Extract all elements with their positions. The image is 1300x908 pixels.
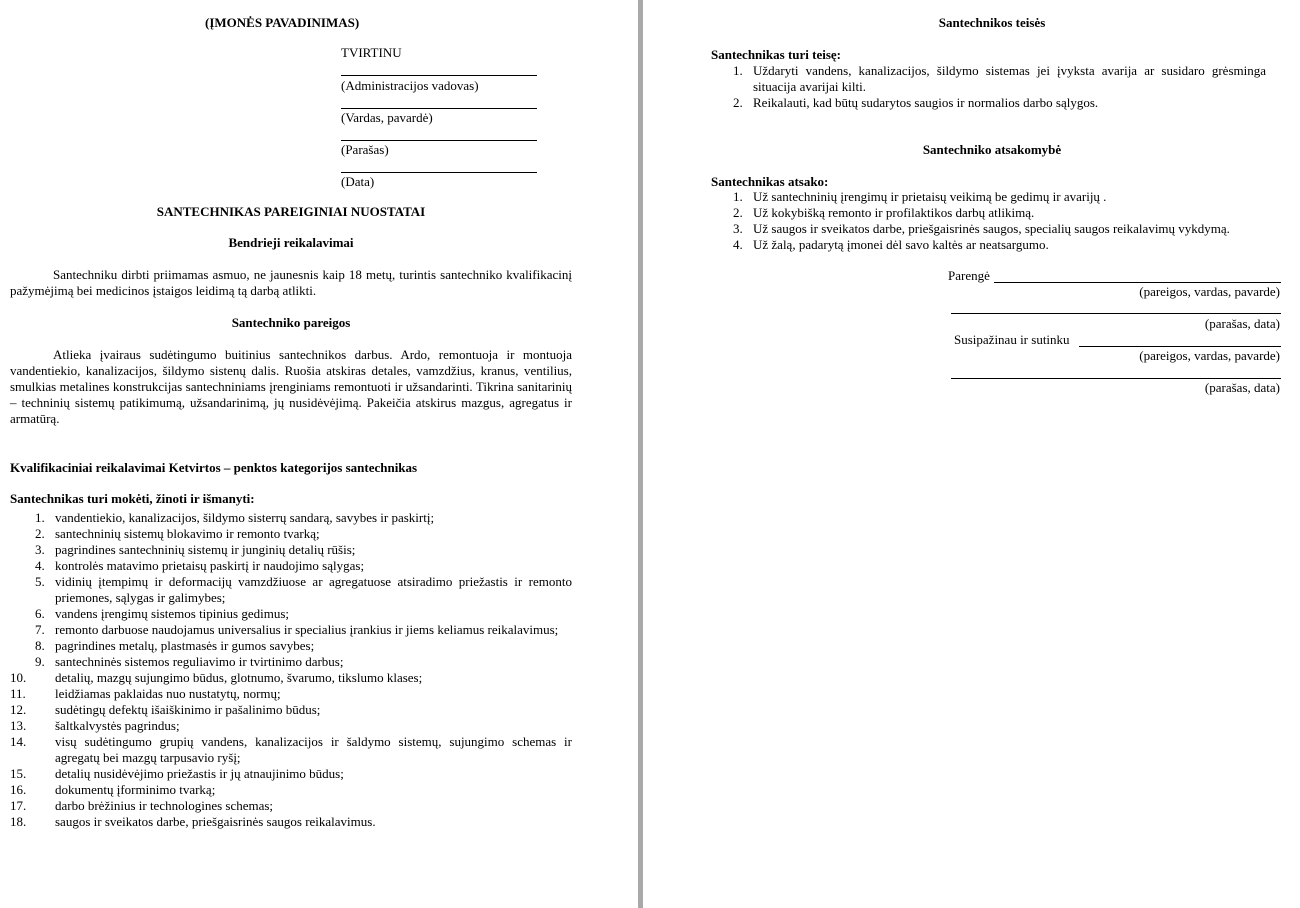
prepared-sign-line — [951, 313, 1281, 314]
list-item: 2. Reikalauti, kad būtų sudarytos saugios ir normalios darbo sąlygos. — [733, 95, 1099, 110]
rights-heading: Santechnikas turi teisę: — [711, 47, 841, 62]
signature-caption: (Parašas) — [341, 142, 389, 157]
ack-signdate-caption: (parašas, data) — [1204, 380, 1280, 395]
ack-sign-line — [951, 378, 1281, 379]
company-name: (ĮMONĖS PAVADINIMAS) — [205, 15, 360, 30]
list-item: 1. Už santechninių įrengimų ir prietaisų veikimą be gedimų ir avarijų . — [733, 189, 1107, 204]
general-paragraph: Santechniku dirbti priimamas asmuo, ne jaunesnis kaip 18 metų, turintis santechniko kvalifikacinį pažymėjimą bei medicinos įstaigos leidimą tą darbą atlikti. — [10, 267, 572, 298]
list-item: 8. pagrindines metalų, plastmasės ir gumos savybes; — [35, 638, 315, 653]
ack-position-caption: (pareigos, vardas, pavarde) — [1139, 348, 1280, 363]
list-item: 14. visų sudėtingumo grupių vandens, kanalizacijos ir šaldymo sistemų, sujungimo schemas ir agregatų bei mazgų tarpusavio ryšį; — [10, 734, 572, 765]
list-item: 7. remonto darbuose naudojamus universalius ir specialius įrankius ir jiems keliamus reikalavimus; — [35, 622, 559, 637]
acknowledged-label: Susipažinau ir sutinku — [954, 332, 1070, 347]
list-item: 16. dokumentų įforminimo tvarką; — [10, 782, 216, 797]
page-divider — [638, 0, 643, 908]
duties-paragraph: Atlieka įvairaus sudėtingumo buitinius santechnikos darbus. Ardo, remontuoja ir montuoja vandentiekio, kanalizacijos, šildymo sistenų dalis. Ruošia atskiras detales, vamzdžius, kranus, ventilius, smulkias metalines konstrukcijas santechniniams įrenginiams remontuoti ir užsandarinti. Tikrina sanitarinių – techninių sistemų patikimumą, užsandarinimą, jų nusidėvėjimą. Pakeičia atskirus mazgus, agregatus ir armatūrą. — [10, 347, 572, 426]
prepared-line — [994, 282, 1281, 283]
prepared-label: Parengė — [948, 268, 990, 283]
list-item: 10. detalių, mazgų sujungimo būdus, glotnumo, švarumo, tikslumo klases; — [10, 670, 423, 685]
responsibility-title: Santechniko atsakomybė — [922, 142, 1062, 157]
list-item: 13. šaltkalvystės pagrindus; — [10, 718, 180, 733]
admin-caption: (Administracijos vadovas) — [341, 78, 479, 93]
rights-list — [711, 63, 1266, 111]
list-item: 2. Už kokybišką remonto ir profilaktikos darbų atlikimą. — [733, 205, 1035, 220]
list-item: 3. pagrindines santechninių sistemų ir junginių detalių rūšis; — [35, 542, 356, 557]
list-item: 1. Uždaryti vandens, kanalizacijos, šildymo sistemas jei įvyksta avarija ar susidaro grėsminga situacija avarijai kilti. — [733, 63, 1266, 94]
date-line — [341, 172, 537, 173]
general-heading: Bendrieji reikalavimai — [228, 235, 354, 250]
admin-line — [341, 75, 537, 76]
duties-heading: Santechniko pareigos — [231, 315, 351, 330]
document-title: SANTECHNIKAS PAREIGINIAI NUOSTATAI — [156, 204, 426, 219]
list-item: 17. darbo brėžinius ir technologines schemas; — [10, 798, 274, 813]
acknowledged-line — [1079, 346, 1281, 347]
list-item: 9. santechninės sistemos reguliavimo ir tvirtinimo darbus; — [35, 654, 344, 669]
must-know-heading: Santechnikas turi mokėti, žinoti ir išmanyti: — [10, 491, 255, 506]
rights-title: Santechnikos teisės — [938, 15, 1046, 30]
list-item: 1. vandentiekio, kanalizacijos, šildymo sisterrų sandarą, savybes ir paskirtį; — [35, 510, 435, 525]
prepared-position-caption: (pareigos, vardas, pavarde) — [1139, 284, 1280, 299]
list-item: 4. kontrolės matavimo prietaisų paskirtį ir naudojimo sąlygas; — [35, 558, 365, 573]
approve-label: TVIRTINU — [341, 45, 402, 60]
qualification-heading: Kvalifikaciniai reikalavimai Ketvirtos – penktos kategorijos santechnikas — [10, 460, 418, 475]
list-item: 18. saugos ir sveikatos darbe, priešgaisrinės saugos reikalavimus. — [10, 814, 376, 829]
responsibility-list — [711, 189, 1266, 253]
name-line — [341, 108, 537, 109]
list-item: 5. vidinių įtempimų ir deformacijų vamzdžiuose ar agregatuose atsiradimo priežastis ir remonto priemones, sąlygas ir galimybes; — [35, 574, 572, 605]
list-item: 12. sudėtingų defektų išaiškinimo ir pašalinimo būdus; — [10, 702, 321, 717]
must-know-list — [10, 510, 572, 830]
list-item: 4. Už žalą, padarytą įmonei dėl savo kaltės ar neatsargumo. — [733, 237, 1049, 252]
responsibility-heading: Santechnikas atsako: — [711, 174, 829, 189]
name-caption: (Vardas, pavardė) — [341, 110, 433, 125]
list-item: 3. Už saugos ir sveikatos darbe, priešgaisrinės saugos, specialių saugos reikalavimų vykdymą. — [733, 221, 1230, 236]
list-item: 6. vandens įrengimų sistemos tipinius gedimus; — [35, 606, 289, 621]
list-item: 11. leidžiamas paklaidas nuo nustatytų, normų; — [10, 686, 281, 701]
right-page — [646, 0, 1300, 908]
left-page — [0, 0, 638, 908]
list-item: 15. detalių nusidėvėjimo priežastis ir jų atnaujinimo būdus; — [10, 766, 344, 781]
signature-line — [341, 140, 537, 141]
prepared-signdate-caption: (parašas, data) — [1204, 316, 1280, 331]
date-caption: (Data) — [341, 174, 375, 189]
list-item: 2. santechninių sistemų blokavimo ir remonto tvarką; — [35, 526, 320, 541]
